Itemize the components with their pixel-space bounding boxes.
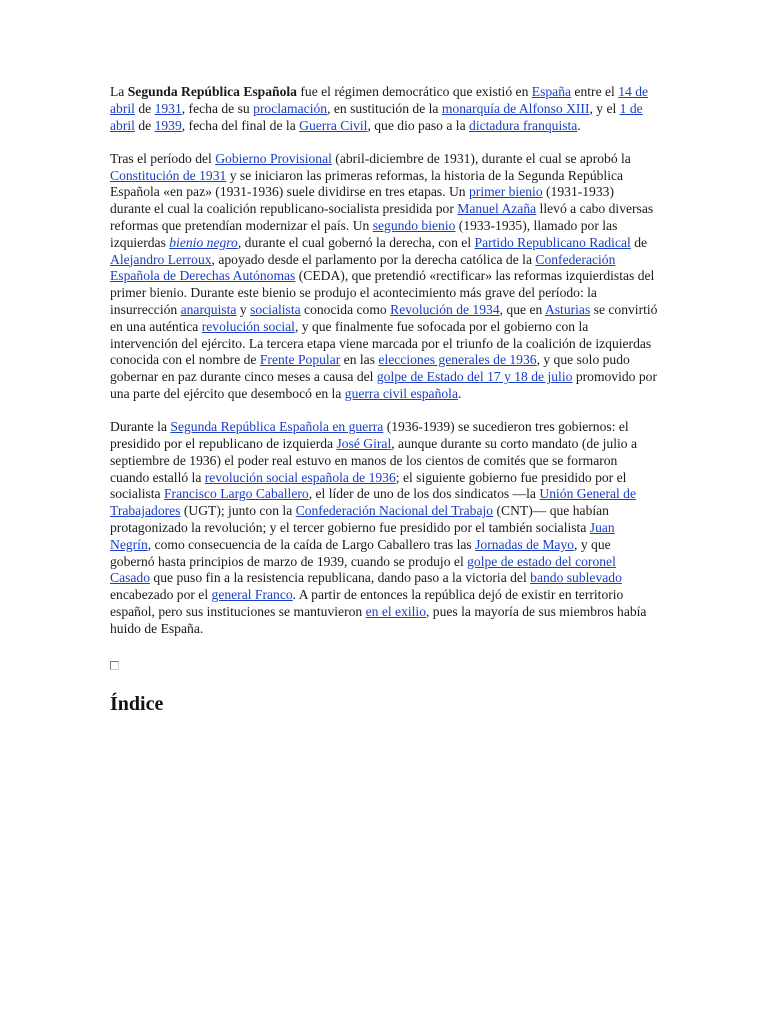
link-revolucion-social-espanola-1936[interactable]: revolución social española de 1936 [204,469,396,485]
link-partido-republicano-radical[interactable]: Partido Republicano Radical [474,234,631,250]
link-segundo-bienio[interactable]: segundo bienio [372,217,456,233]
link-general-franco[interactable]: general Franco [211,587,293,603]
link-1939[interactable]: 1939 [154,117,182,133]
link-dictadura-franquista[interactable]: dictadura franquista [469,117,578,133]
link-guerra-civil[interactable]: Guerra Civil [299,117,368,133]
link-golpe-estado-julio[interactable]: golpe de Estado del 17 y 18 de julio [376,369,573,385]
link-1931[interactable]: 1931 [154,100,182,116]
link-monarquia-alfonso-xiii[interactable]: monarquía de Alfonso XIII [441,100,590,116]
article-subject: Segunda República Española [127,84,297,99]
link-en-el-exilio[interactable]: en el exilio [365,603,426,619]
link-revolucion-1934[interactable]: Revolución de 1934 [390,301,500,317]
link-jornadas-de-mayo[interactable]: Jornadas de Mayo [475,536,575,552]
link-proclamacion[interactable]: proclamación [253,100,328,116]
article-body [110,84,658,716]
link-revolucion-social[interactable]: revolución social [201,318,295,334]
link-largo-caballero[interactable]: Francisco Largo Caballero [163,486,309,502]
intro-paragraph: La Segunda República Española fue el régimen democrático que existió en España entre el 14 de abril de 1931, fecha de su proclamación, en sustitución de la monarquía de Alfonso XIII, y el 1 de abril de 1939, fecha del final de la Guerra Civil, que dio paso a la dictadura franquista. [110,84,649,133]
link-gobierno-provisional[interactable]: Gobierno Provisional [215,150,332,166]
link-golpe-casado[interactable]: golpe de estado del coronel Casado [110,553,616,586]
link-republica-en-guerra[interactable]: Segunda República Española en guerra [170,419,384,435]
link-elecciones-1936[interactable]: elecciones generales de 1936 [378,352,537,368]
link-alejandro-lerroux[interactable]: Alejandro Lerroux [110,251,212,267]
link-anarquista[interactable]: anarquista [180,301,237,317]
index-heading: Índice [110,693,164,716]
link-ugt[interactable]: Unión General de Trabajadores [110,486,637,519]
link-bienio-negro[interactable]: bienio negro [169,234,238,250]
periods-paragraph: Tras el período del Gobierno Provisional (abril-diciembre de 1931), durante el cual se aprobó la Constitución de 1931 y se iniciaron las primeras reformas, la historia de la Segunda República Española «en paz» (1931-1936) suele dividirse en tres etapas. Un primer bienio (1931-1933) durante el cual la coalición republicano-socialista presidida por Manuel Azaña llevó a cabo diversas reformas que pretendían modernizar el país. Un segundo bienio (1933-1935), llamado por las izquierdas bienio negro, durante el cual gobernó la derecha, con el Partido Republicano Radical de Alejandro Lerroux, apoyado desde el parlamento por la derecha católica de la Confederación Española de Derechas Autónomas (CEDA), que pretendió «rectificar» las reformas izquierdistas del primer bienio. Durante este bienio se produjo el acontecimiento más grave del período: la insurrección anarquista y socialista conocida como Revolución de 1934, que en Asturias se convirtió en una auténtica revolución social, y que finalmente fue sofocada por el gobierno con la intervención del ejército. La tercera etapa viene marcada por el triunfo de la coalición de izquierdas conocida con el nombre de Frente Popular en las elecciones generales de 1936, y que solo pudo gobernar en paz durante cinco meses a causa del golpe de Estado del 17 y 18 de julio promovido por una parte del ejército que desembocó en la guerra civil española. [110,150,658,401]
link-manuel-azana[interactable]: Manuel Azaña [457,201,537,217]
link-bando-sublevado[interactable]: bando sublevado [530,570,622,586]
link-guerra-civil-espanola[interactable]: guerra civil española [344,385,458,401]
link-primer-bienio[interactable]: primer bienio [469,184,543,200]
link-frente-popular[interactable]: Frente Popular [259,352,341,368]
link-asturias[interactable]: Asturias [544,301,591,317]
link-constitucion-1931[interactable]: Constitución de 1931 [110,167,227,183]
war-paragraph: Durante la Segunda República Española en guerra (1936-1939) se sucedieron tres gobiernos: el presidido por el republicano de izquierda José Giral, aunque durante su corto mandato (de julio a septiembre de 1936) el poder real estuvo en manos de los cientos de comités que se formaron cuando estalló la revolución social española de 1936; el siguiente gobierno fue presidido por el socialista Francisco Largo Caballero, el líder de uno de los dos sindicatos —la Unión General de Trabajadores (UGT); junto con la Confederación Nacional del Trabajo (CNT)— que habían protagonizado la revolución; y el tercer gobierno fue presidido por el también socialista Juan Negrín, como consecuencia de la caída de Largo Caballero tras las Jornadas de Mayo, y que gobernó hasta principios de marzo de 1939, cuando se produjo el golpe de estado del coronel Casado que puso fin a la resistencia republicana, dando paso a la victoria del bando sublevado encabezado por el general Franco. A partir de entonces la república dejó de existir en territorio español, pero sus instituciones se mantuvieron en el exilio, pues la mayoría de sus miembros había huido de España. [110,419,647,636]
link-juan-negrin[interactable]: Juan Negrín [110,519,615,552]
link-cnt[interactable]: Confederación Nacional del Trabajo [295,503,494,519]
link-ceda[interactable]: Confederación Española de Derechas Autónomas [110,251,616,284]
broken-image-icon [110,661,119,670]
link-1-de-abril[interactable]: 1 de abril [110,100,643,133]
link-espana[interactable]: España [531,84,572,99]
link-14-de-abril[interactable]: 14 de abril [110,84,649,116]
link-jose-giral[interactable]: José Giral [336,435,392,451]
link-socialista[interactable]: socialista [250,301,301,317]
